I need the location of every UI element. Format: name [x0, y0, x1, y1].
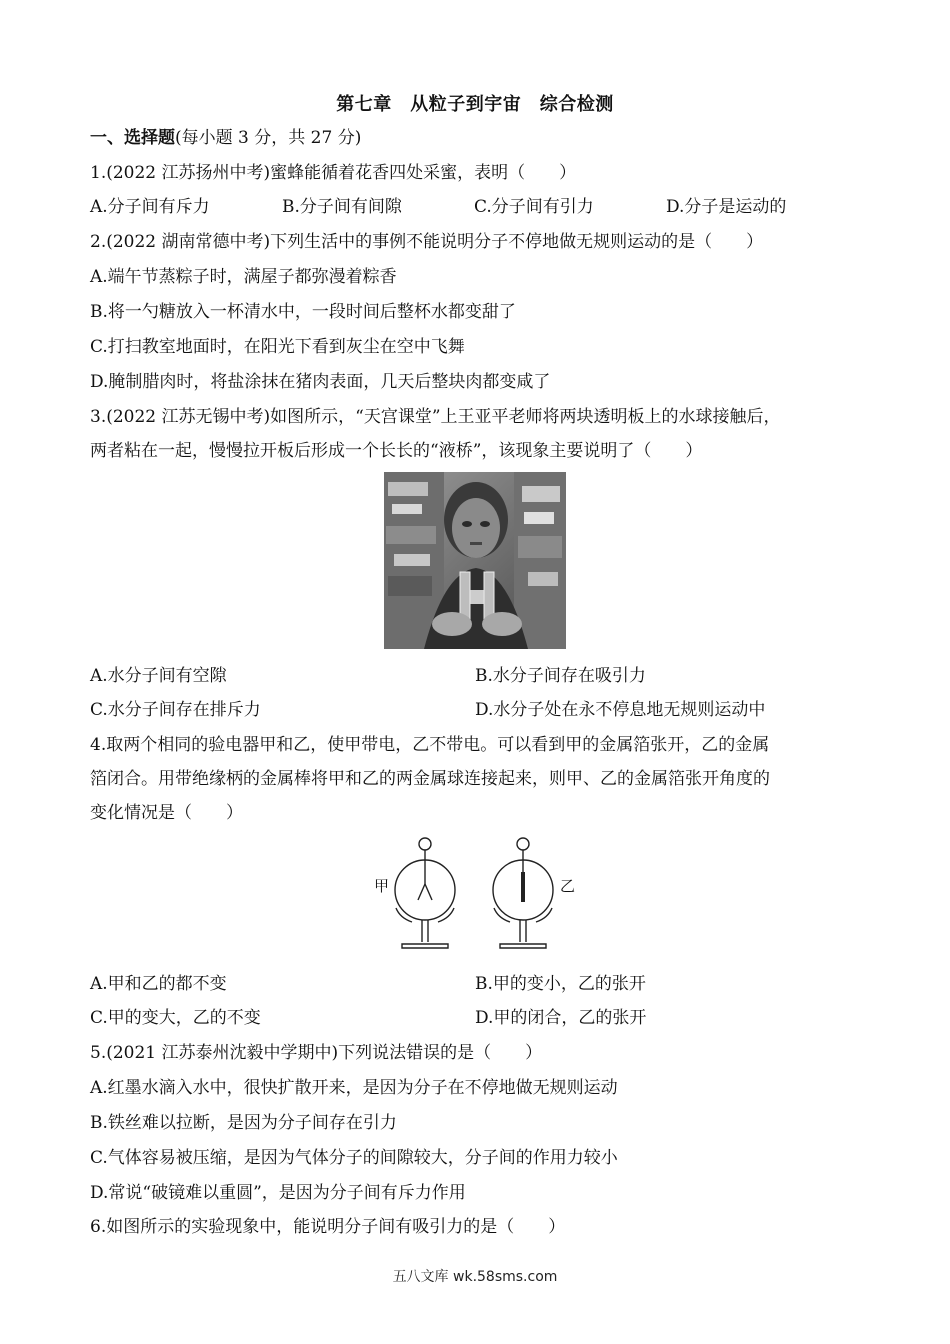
question-1-option-c: C.分子间有引力 — [474, 197, 594, 217]
electroscope-yi-leaves — [521, 872, 525, 902]
section-heading — [90, 126, 880, 150]
liquid-bridge-photo-image — [384, 472, 566, 649]
electroscope-diagram — [360, 834, 600, 954]
question-6-stem: 6.如图所示的实验现象中，能说明分子间有吸引力的是（ ） — [90, 1217, 566, 1237]
question-4-options-row-2 — [90, 1006, 880, 1030]
question-3-option-d: D.水分子处在永不停息地无规则运动中 — [475, 700, 766, 720]
question-3-option-b: B.水分子间存在吸引力 — [475, 666, 646, 686]
question-3-stem-line-2: 两者粘在一起，慢慢拉开板后形成一个长长的“液桥”，该现象主要说明了（ ） — [90, 441, 703, 461]
label-jia: 甲 — [374, 877, 390, 895]
question-5-option-a: A.红墨水滴入水中，很快扩散开来，是因为分子在不停地做无规则运动 — [90, 1078, 618, 1098]
question-2-option-a: A.端午节蒸粽子时，满屋子都弥漫着粽香 — [90, 267, 397, 287]
question-3-option-a: A.水分子间有空隙 — [90, 666, 227, 686]
electroscope-jia-ball — [419, 838, 431, 850]
question-2-option-d: D.腌制腊肉时，将盐涂抹在猪肉表面，几天后整块肉都变咸了 — [90, 372, 551, 392]
question-1-option-b: B.分子间有间隙 — [282, 197, 402, 217]
page-title: 第七章 从粒子到宇宙 综合检测 — [336, 94, 614, 115]
question-5-option-d: D.常说“破镜难以重圆”，是因为分子间有斥力作用 — [90, 1183, 466, 1203]
question-4-option-d: D.甲的闭合，乙的张开 — [475, 1008, 647, 1028]
question-1-options — [90, 195, 880, 219]
question-5-option-b: B.铁丝难以拉断，是因为分子间存在引力 — [90, 1113, 397, 1133]
question-2-stem: 2.(2022 湖南常德中考)下列生活中的事例不能说明分子不停地做无规则运动的是（ ） — [90, 232, 764, 252]
section-heading-text: 一、选择题 — [90, 128, 175, 148]
question-4-stem-line-2: 箔闭合。用带绝缘柄的金属棒将甲和乙的两金属球连接起来，则甲、乙的金属箔张开角度的 — [90, 769, 770, 789]
question-3-stem-line-1: 3.(2022 江苏无锡中考)如图所示，“天宫课堂”上王亚平老师将两块透明板上的水球接触后， — [90, 407, 781, 427]
question-1-option-a: A.分子间有斥力 — [90, 197, 210, 217]
question-4-option-c: C.甲的变大，乙的不变 — [90, 1008, 261, 1028]
electroscope-figure — [360, 834, 600, 954]
liquid-bridge-photo — [384, 472, 566, 649]
question-5-option-c: C.气体容易被压缩，是因为气体分子的间隙较大，分子间的作用力较小 — [90, 1148, 618, 1168]
question-3-options-row-1 — [90, 664, 880, 688]
question-4-stem-line-3: 变化情况是（ ） — [90, 803, 243, 823]
question-4-option-a: A.甲和乙的都不变 — [90, 974, 227, 994]
question-4-options-row-1 — [90, 972, 880, 996]
electroscope-yi-ball — [517, 838, 529, 850]
question-3-option-c: C.水分子间存在排斥力 — [90, 700, 261, 720]
question-4-stem-line-1: 4.取两个相同的验电器甲和乙，使甲带电，乙不带电。可以看到甲的金属箔张开，乙的金属 — [90, 735, 770, 755]
question-4-option-b: B.甲的变小，乙的张开 — [475, 974, 646, 994]
page-footer: 五八文库 wk.58sms.com — [392, 1269, 558, 1285]
question-5-stem: 5.(2021 江苏泰州沈毅中学期中)下列说法错误的是（ ） — [90, 1043, 543, 1063]
question-3-options-row-2 — [90, 698, 880, 722]
question-2-option-b: B.将一勺糖放入一杯清水中，一段时间后整杯水都变甜了 — [90, 302, 516, 322]
section-note: (每小题 3 分，共 27 分) — [175, 128, 362, 148]
label-yi: 乙 — [560, 877, 576, 895]
question-1-stem: 1.(2022 江苏扬州中考)蜜蜂能循着花香四处采蜜，表明（ ） — [90, 163, 577, 183]
question-1-option-d: D.分子是运动的 — [666, 197, 787, 217]
question-2-option-c: C.打扫教室地面时，在阳光下看到灰尘在空中飞舞 — [90, 337, 465, 357]
